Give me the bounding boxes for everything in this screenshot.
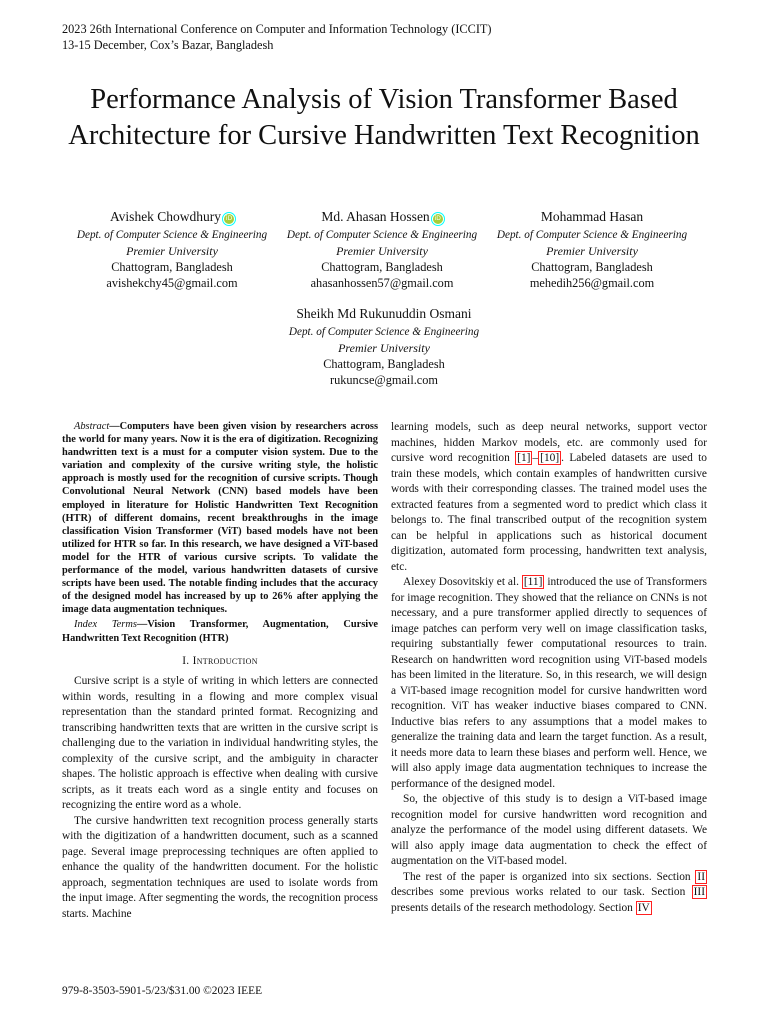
- body-paragraph: So, the objective of this study is to design a ViT-based image recognition model for cursive handwritten word recognition and analyze the performance of the model using different datasets. We will also apply image data augmentation to check the effect of augmentation on the ViT-based model.: [391, 793, 707, 867]
- abstract-text: —Computers have been given vision by researchers across the world for many years. Now it is the era of digitization. Recognizing handwritten text is a must for a computer vision system. Due to the variation and complexity of the cursive writing style, the holistic approach is mostly used for the recognition of cursive scripts. Though Convolutional Neural Network (CNN) based models have been employed in literature for Holistic Handwritten Text Recognition (HTR) of different domains, recent breakthroughs in the image classification Vision Transformer (ViT) based models have not been utilized for HTR so far. In this research, we have designed a ViT-based model for the HTR of various cursive scripts. To validate the performance of the model, various handwritten datasets of cursive scripts have been used. The notable finding includes that the accuracy of the designed model has increased by up to 26% after applying the image data augmentation techniques.: [62, 421, 378, 616]
- author-block-2: [272, 207, 492, 291]
- author-university: Premier University: [338, 341, 430, 355]
- section-link[interactable]: IV: [637, 901, 650, 914]
- section-link[interactable]: II: [697, 870, 705, 883]
- author-dept: Dept. of Computer Science & Engineering: [286, 229, 478, 241]
- index-terms: [62, 618, 378, 644]
- left-column: [62, 420, 378, 922]
- index-terms-label: Index Terms: [74, 619, 137, 631]
- conference-header: [62, 21, 492, 53]
- author-email: ahasanhossen57@gmail.com: [310, 276, 454, 290]
- author-city: Chattogram, Bangladesh: [531, 260, 653, 274]
- copyright-footer: 979-8-3503-5901-5/23/$31.00 ©2023 IEEE: [62, 985, 263, 997]
- author-email: mehedih256@gmail.com: [529, 276, 655, 290]
- body-paragraph: The cursive handwritten text recognition process generally starts with the digitization of a handwritten document, such as a scanned page. Several image preprocessing techniques are often applied to enhance the quality of the handwritten document. For the holistic approach, segmentation techniques are used to isolate words from the input image. After segmenting the words, the recognition process starts. Machine: [62, 814, 378, 920]
- conference-date-location: 13-15 December, Cox’s Bazar, Bangladesh: [62, 38, 274, 52]
- body-paragraph: Alexey Dosovitskiy et al. [11] introduced the use of Transformers for image recognition. They showed that the reliance on CNNs is not necessary, and a pure transformer applied directly to sequences of image patches can perform very well on image classification tasks, requiring substantially fewer computational resources to train. Research on handwritten word recognition using ViT-based models has been limited in the literature. So, in this research, we will design a ViT-based image recognition model for cursive handwritten word recognition. ViT has weaker inductive biases compared to CNN. Inductive bias refers to any assumptions that a model makes to generalize the training data and learn the target function. As a result, it needs more data to learn these biases and perform well. Hence, we will also apply image data augmentation techniques to increase the performance of the designed model.: [391, 576, 707, 790]
- author-dept: Dept. of Computer Science & Engineering: [496, 229, 688, 241]
- author-name: Avishek Chowdhury: [109, 209, 222, 224]
- paper-title: Performance Analysis of Vision Transformer Based Architecture for Cursive Handwritten Text Recognition: [68, 84, 700, 151]
- body-paragraph: Cursive script is a style of writing in which letters are connected within words, resulting in a flowing and more complex visual representation than the standard printed format. Recognizing and transcribing handwritten texts that are written in the cursive script is challenging due to the variation in individual handwriting styles, the complexity of the cursive script, and the ambiguity in character shapes. The holistic approach is effective when dealing with cursive scripts, as it treats each word as a single entity and focuses on recognizing the entire word as a whole.: [62, 675, 378, 812]
- author-dept: Dept. of Computer Science & Engineering: [76, 229, 268, 241]
- author-name: Sheikh Md Rukunuddin Osmani: [296, 306, 472, 321]
- index-terms-text: —Vision Transformer, Augmentation, Cursive Handwritten Text Recognition (HTR): [62, 619, 379, 644]
- abstract-label: Abstract: [74, 421, 110, 432]
- orcid-icon[interactable]: iD: [434, 215, 441, 222]
- author-dept: Dept. of Computer Science & Engineering: [288, 326, 480, 338]
- author-university: Premier University: [126, 244, 218, 258]
- right-column: [391, 420, 707, 916]
- author-email: avishekchy45@gmail.com: [106, 276, 238, 290]
- orcid-icon[interactable]: iD: [225, 215, 233, 222]
- author-block-3: [482, 207, 702, 291]
- citation-link[interactable]: [11]: [523, 576, 543, 588]
- author-city: Chattogram, Bangladesh: [321, 260, 443, 274]
- conference-name: 2023 26th International Conference on Computer and Information Technology (ICCIT): [62, 22, 492, 36]
- citation-link[interactable]: [1]: [517, 452, 531, 464]
- author-name: Mohammad Hasan: [540, 209, 644, 224]
- citation-link[interactable]: [10]: [540, 452, 560, 464]
- abstract: [62, 420, 378, 616]
- body-paragraph: learning models, such as deep neural networks, support vector machines, hidden Markov models, etc. are commonly used for cursive word recognition [1] – [10] . Labeled datasets are used to train these models, which contain examples of handwritten cursive words with their corresponding classes. The trained model uses the extracted features from a segmented word to predict which class it belongs to. The final transcribed output of the recognition system can be helpful in applications such as historical document digitization, automated form processing, handwritten text analysis, etc.: [391, 421, 707, 573]
- author-city: Chattogram, Bangladesh: [111, 260, 233, 274]
- author-email: rukuncse@gmail.com: [330, 373, 438, 387]
- author-block-1: [62, 207, 282, 291]
- author-block-4: [254, 304, 514, 388]
- section-heading-introduction: I. Introduction: [182, 654, 258, 667]
- author-name: Md. Ahasan Hossen: [321, 209, 430, 224]
- body-paragraph: The rest of the paper is organized into six sections. Section II describes some previous works related to our task. Section III presents details of the research methodology. Section IV: [391, 870, 705, 914]
- author-university: Premier University: [546, 244, 638, 258]
- author-city: Chattogram, Bangladesh: [323, 357, 445, 371]
- section-link[interactable]: III: [693, 886, 705, 898]
- author-university: Premier University: [336, 244, 428, 258]
